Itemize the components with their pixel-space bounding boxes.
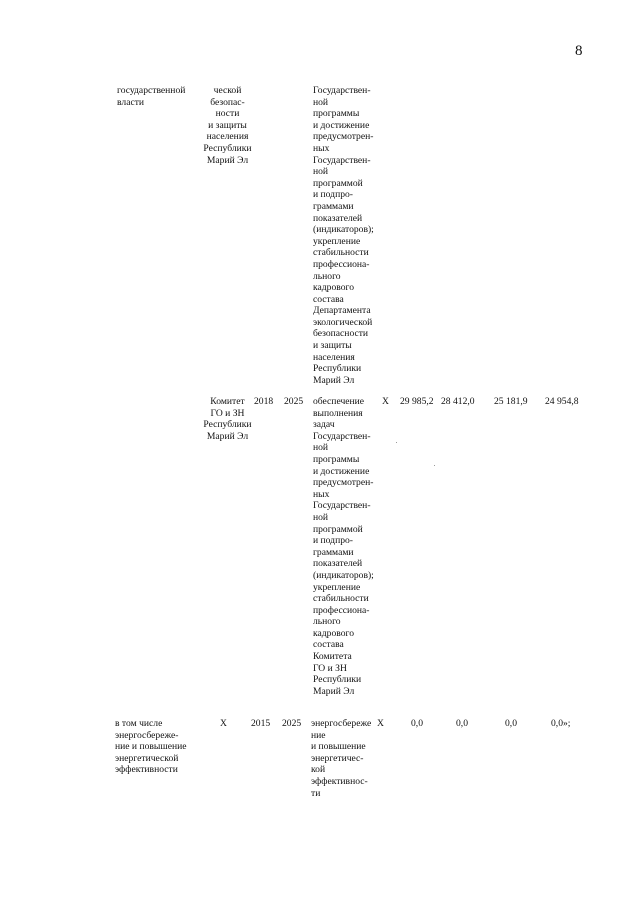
- energy-value-2: 0,0: [456, 718, 468, 729]
- executor-cell-continued: ческой безопас- ности и защиты населения Республики Марий Эл: [203, 85, 252, 166]
- committee-result-cell: обеспечение выполнения задач Государствен- ной программы и достижение предусмотрен- ных Государствен- ной программой и подпро- граммами показателей (индикаторов); укрепление стабильности профессиона- льного кадрового состава Комитета ГО и ЗН Республики Марий Эл: [313, 396, 374, 697]
- energy-name-cell: в том числе энергосбереже- ние и повышение энергетической эффективности: [115, 718, 187, 776]
- responsible-cell-continued: государственной власти: [117, 85, 186, 108]
- energy-value-3: 0,0: [505, 718, 517, 729]
- committee-code: X: [382, 396, 389, 407]
- energy-start-year: 2015: [251, 718, 271, 729]
- committee-value-3: 25 181,9: [494, 396, 528, 407]
- committee-start-year: 2018: [254, 396, 274, 407]
- energy-end-year: 2025: [282, 718, 302, 729]
- committee-executor-cell: Комитет ГО и ЗН Республики Марий Эл: [203, 396, 252, 442]
- energy-value-4: 0,0»;: [551, 718, 571, 729]
- committee-end-year: 2025: [284, 396, 304, 407]
- energy-code: X: [377, 718, 384, 729]
- committee-value-2: 28 412,0: [441, 396, 475, 407]
- page-number: 8: [575, 43, 583, 59]
- committee-value-4: 24 954,8: [545, 396, 579, 407]
- energy-result-cell: энергосбереже ние и повышение энергетичес- кой эффективнос- ти: [311, 718, 372, 799]
- energy-executor-cell: X: [220, 718, 227, 729]
- result-cell-continued: Государствен- ной программы и достижение предусмотрен- ных Государствен- ной программой и подпро- граммами показателей (индикаторов); укрепление стабильности профессиона- льного кадрового состава Департамента экологической безопасности и защиты населения Республики Марий Эл: [313, 85, 374, 386]
- energy-value-1: 0,0: [411, 718, 423, 729]
- scan-speck: [396, 442, 397, 443]
- committee-value-1: 29 985,2: [400, 396, 434, 407]
- scan-speck: [434, 465, 435, 466]
